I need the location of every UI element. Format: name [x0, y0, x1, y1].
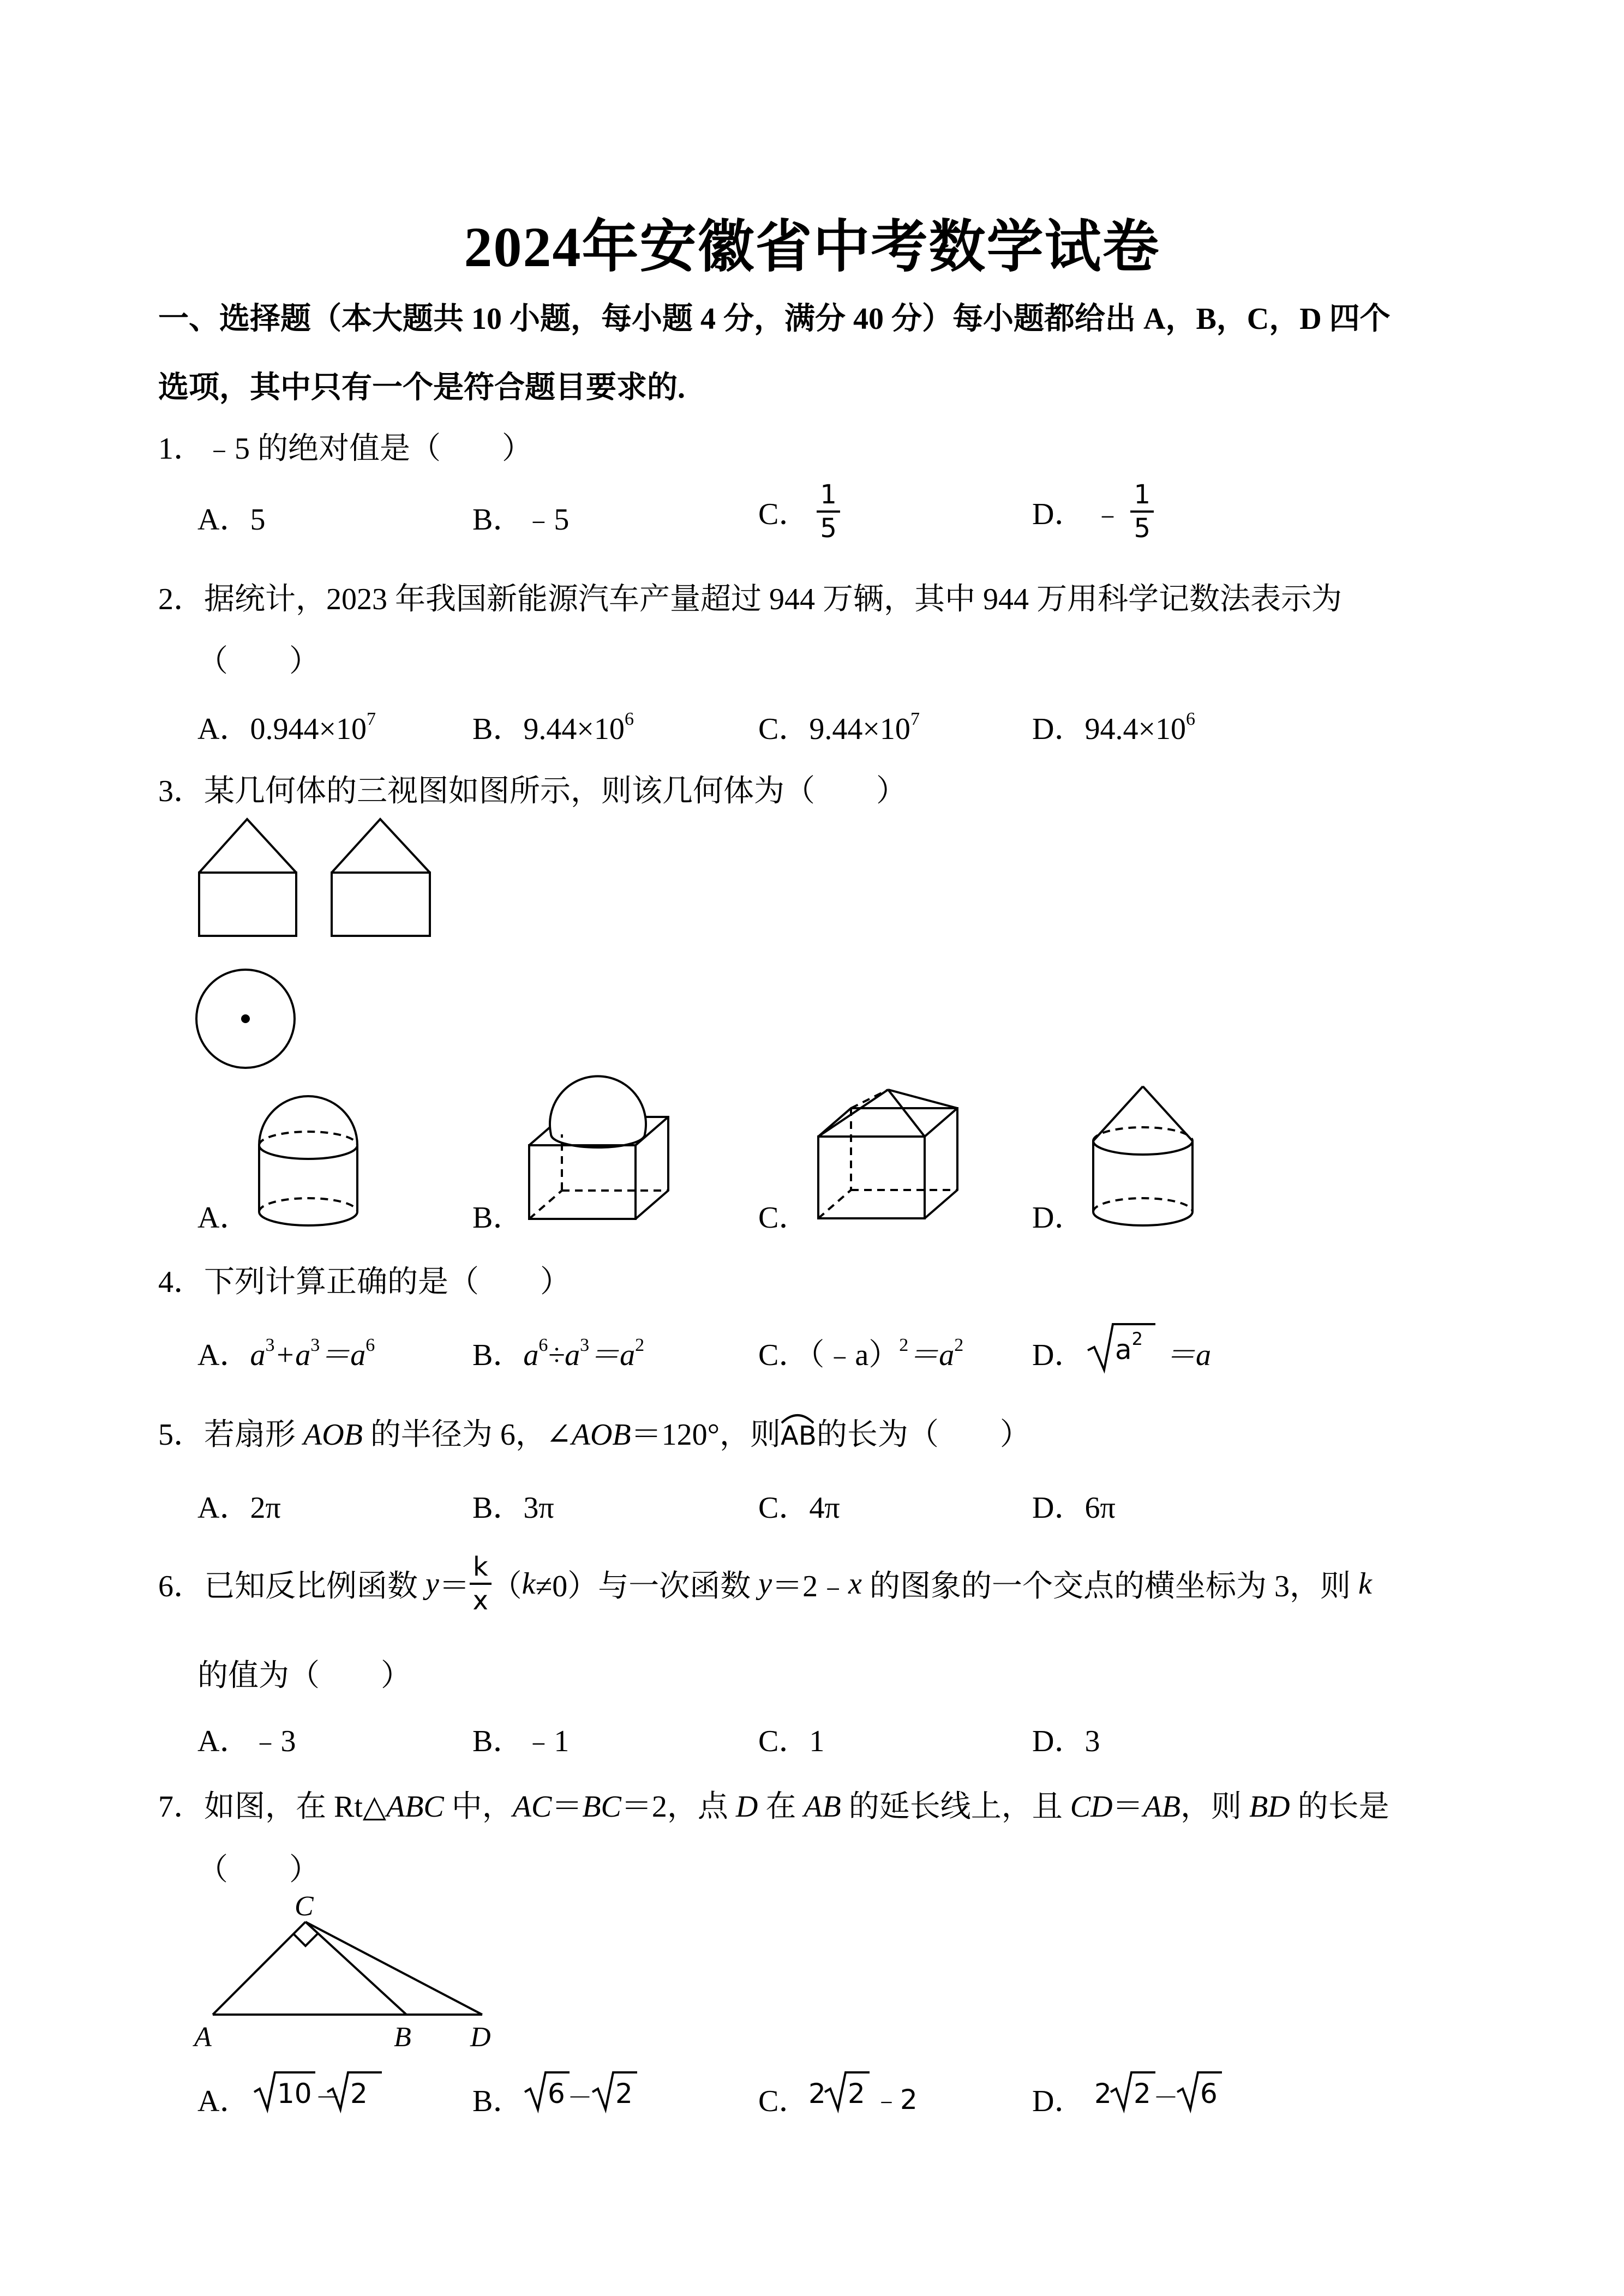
q7-c-coef: 2 — [808, 2078, 826, 2109]
q7-option-c-label: C． — [758, 2084, 810, 2118]
q5-option-d: D．6π — [1032, 1491, 1116, 1525]
q7-c-radicand: 2 — [848, 2078, 865, 2109]
label-a: A — [194, 2022, 212, 2053]
q7-option-a-label: A． — [197, 2084, 250, 2118]
q6-stem-line1: 6．已知反比例函数 y＝ $\frac{k}{x}$ （k≠0）与一次函数 y＝2﹣x 的图象的一个交点的横坐标为 3，则 k — [158, 1552, 1372, 1616]
q7-b-minus: － — [567, 2083, 592, 2112]
q7-b-radicand-1: 6 — [548, 2078, 565, 2109]
q1-option-c: C． $\frac{1}{5}$ — [758, 479, 840, 544]
q7-a-radicand-1: 10 — [277, 2078, 312, 2109]
q2-option-d: D．$94.4\times 10^6$ — [1032, 709, 1196, 746]
q7-d-radicand-1: 2 — [1134, 2078, 1151, 2109]
q7-b-radicand-2: 2 — [615, 2078, 633, 2109]
q5-stem: 5．若扇形 AOB 的半径为 6，∠AOB＝120°，则AB 的长为（ ） — [158, 1410, 1030, 1454]
q3-option-b[interactable]: B． — [472, 1201, 524, 1235]
label-d: D — [470, 2022, 491, 2053]
q1-option-d: D． ﹣ $\frac{1}{5}$ — [1032, 479, 1154, 544]
fraction-k-over-x: $\frac{k}{x}$ — [470, 1551, 492, 1616]
fraction: $\frac{1}{5}$ — [1130, 479, 1154, 544]
q2-option-a: A．$0.944\times 10^7$ — [197, 709, 376, 746]
q4-d-result: ＝a — [1165, 1338, 1211, 1372]
q5-option-a: A．2π — [197, 1491, 281, 1525]
q1-stem: 1．﹣5 的绝对值是（ ） — [158, 432, 532, 466]
q4-option-a: A．$a^3+a^3=a^6$ — [197, 1335, 375, 1372]
q6-option-b: B．﹣1 — [472, 1724, 570, 1758]
q6-option-a: A．﹣3 — [197, 1724, 296, 1758]
q7-c-tail: ﹣2 — [873, 2084, 918, 2115]
section-header-line1: 一、选择题（本大题共 10 小题，每小题 4 分，满分 40 分）每小题都给出 A，B，C，D 四个 — [158, 302, 1391, 336]
q6-option-c: C．1 — [758, 1724, 825, 1758]
q6-option-d: D．3 — [1032, 1724, 1100, 1758]
q2-option-b: B．$9.44\times 10^6$ — [472, 709, 634, 746]
q4-stem: 4．下列计算正确的是（ ） — [158, 1265, 571, 1299]
q4-d-radicand: $a^2$ — [1115, 1329, 1143, 1366]
q7-a-radicand-2: 2 — [350, 2078, 368, 2109]
q7-d-coef: 2 — [1094, 2078, 1112, 2109]
q1-option-b: B．﹣5 — [472, 503, 570, 537]
q2-stem-line2: （ ） — [197, 645, 320, 678]
q3-option-c[interactable]: C． — [758, 1201, 810, 1235]
q5-option-c: C．4π — [758, 1491, 840, 1525]
q7-option-b-label: B． — [472, 2084, 524, 2118]
arc-ab: AB — [781, 1421, 817, 1451]
q7-d-minus: － — [1153, 2083, 1178, 2112]
label-c: C — [295, 1891, 314, 1922]
q7-stem-line1: 7．如图，在 Rt△ABC 中，AC＝BC＝2，点 D 在 AB 的延长线上，且 CD＝AB，则 BD 的长是 — [158, 1790, 1389, 1824]
q5-option-b: B．3π — [472, 1491, 554, 1525]
label-b: B — [394, 2022, 411, 2053]
q2-stem-line1: 2．据统计，2023 年我国新能源汽车产量超过 944 万辆，其中 944 万用科学记数法表示为 — [158, 582, 1342, 616]
q4-option-d: D． — [1032, 1338, 1085, 1372]
q7-d-radicand-2: 6 — [1200, 2078, 1218, 2109]
page-title: 2024年安徽省中考数学试卷 — [464, 216, 1160, 279]
q1-option-a: A．5 — [197, 503, 266, 537]
q2-option-c: C．$9.44\times 10^7$ — [758, 709, 920, 746]
q7-stem-line2: （ ） — [197, 1853, 320, 1887]
q7-option-d-label: D． — [1032, 2084, 1085, 2118]
fraction: $\frac{1}{5}$ — [817, 479, 840, 544]
q3-stem: 3．某几何体的三视图如图所示，则该几何体为（ ） — [158, 774, 907, 808]
q7-a-minus: － — [315, 2083, 340, 2112]
q6-stem-line2: 的值为（ ） — [197, 1659, 411, 1693]
q3-option-d[interactable]: D． — [1032, 1201, 1085, 1235]
q3-option-a[interactable]: A． — [197, 1201, 250, 1235]
section-header-line2: 选项，其中只有一个是符合题目要求的. — [158, 371, 685, 405]
q4-option-b: B．$a^6\div a^3=a^2$ — [472, 1335, 645, 1372]
q4-option-c: C．$(﹣a)^2=a^2$ — [758, 1335, 964, 1372]
